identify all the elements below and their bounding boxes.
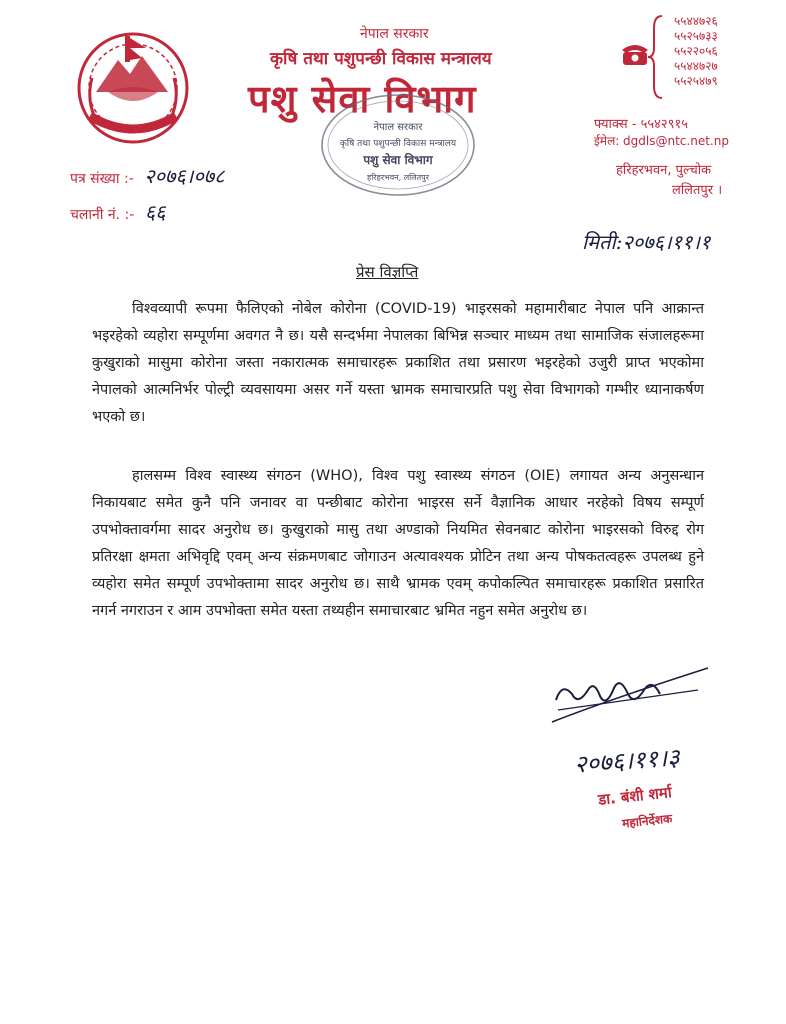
letter-number-value: २०७६।०७८ <box>144 164 225 188</box>
body-paragraph-2: हालसम्म विश्व स्वास्थ्य संगठन (WHO), विश्व पशु स्वास्थ्य संगठन (OIE) लगायत अन्य अनुसन्धान निकायबाट समेत कुनै पनि जनावर वा पन्छीबाट कोरोना भाइरस सर्ने वैज्ञानिक आधार नरहेको विषय सम्पूर्ण उपभोक्तावर्गमा सादर अनुरोध छ। कुखुराको मासु तथा अण्डाको नियमित सेवनबाट कोरोना भाइरसको विरुद्द रोग प्रतिरक्षा क्षमता अभिवृद्दि एवम् अन्य संक्रमणबाट जोगाउन अत्यावश्यक प्रोटिन तथा अन्य पोषकतत्वहरू उपलब्ध हुने व्यहोरा समेत सम्पूर्ण उपभोक्तामा सादर अनुरोध छ। साथै भ्रामक एवम् कपोकल्पित समाचारहरू प्रकाशित प्रसारित नगर्न नगराउन र आम उपभोक्ता समेत यस्ता तथ्यहीन समाचारबाट भ्रमित नहुन समेत अनुरोध छ। <box>92 468 704 619</box>
stamp-line-1: नेपाल सरकार <box>373 122 423 133</box>
government-label: नेपाल सरकार <box>360 26 429 42</box>
stamp-line-2: कृषि तथा पशुपन्छी विकास मन्त्रालय <box>339 139 457 149</box>
phone-number: ५५२२०५६ <box>674 44 718 58</box>
signatory-name: डा. बंशी शर्मा <box>597 783 673 809</box>
brace-icon <box>646 14 666 100</box>
body-paragraph-1: विश्वव्यापी रूपमा फैलिएको नोबेल कोरोना (COVID-19) भाइरसको महामारीबाट नेपाल पनि आक्रान्त भइरहेको व्यहोरा सम्पूर्णमा अवगत नै छ। यसै सन्दर्भमा नेपालका बिभिन्न सञ्चार माध्यम तथा सामाजिक संजालहरूमा कुखुराको मासुमा कोरोना जस्ता नकारात्मक समाचारहरू प्रकाशित तथा प्रसारण भइरहेको उजुरी प्राप्त भएकोमा नेपालको आत्मनिर्भर पोल्ट्री व्यवसायमा असर गर्ने यस्ता भ्रामक समाचारप्रति पशु सेवा विभागको गम्भीर ध्यानाकर्षण भएको छ। <box>92 301 704 425</box>
dispatch-number-value: ६६ <box>144 200 166 224</box>
letter-number-label: पत्र संख्या :- <box>70 171 134 187</box>
department-name: पशु सेवा विभाग <box>248 77 477 121</box>
nepal-government-emblem <box>70 30 196 148</box>
phone-numbers <box>674 14 718 89</box>
email-address: ईमेल: dgdls@ntc.net.np <box>594 134 729 148</box>
letter-number-row <box>70 162 225 189</box>
ministry-name: कृषि तथा पशुपन्छी विकास मन्त्रालय <box>270 49 492 69</box>
signatory-designation: महानिर्देशक <box>621 811 673 831</box>
letter-date: मिती:२०७६।११।१ <box>582 230 711 254</box>
phone-number: ५५४४७२७ <box>674 59 718 73</box>
address-line-1: हरिहरभवन, पुल्चोक <box>616 163 712 178</box>
signature-date: २०७६।११।३ <box>573 743 681 779</box>
phone-number: ५५२५७३३ <box>674 29 718 43</box>
office-stamp <box>318 90 478 200</box>
dispatch-number-row <box>70 198 166 225</box>
dispatch-number-label: चलानी नं. :- <box>70 207 135 223</box>
phone-number: ५५२५४७९ <box>674 74 718 88</box>
phone-number: ५५४४७२६ <box>674 14 718 28</box>
stamp-line-4: हरिहरभवन, ललितपुर <box>366 173 430 182</box>
stamp-line-3: पशु सेवा विभाग <box>363 153 433 167</box>
address-line-2: ललितपुर । <box>672 183 723 198</box>
fax-number: फ्याक्स - ५५४२९१५ <box>594 117 688 132</box>
handwritten-signature <box>548 660 718 750</box>
press-release-title: प्रेस विज्ञप्ति <box>356 263 419 281</box>
